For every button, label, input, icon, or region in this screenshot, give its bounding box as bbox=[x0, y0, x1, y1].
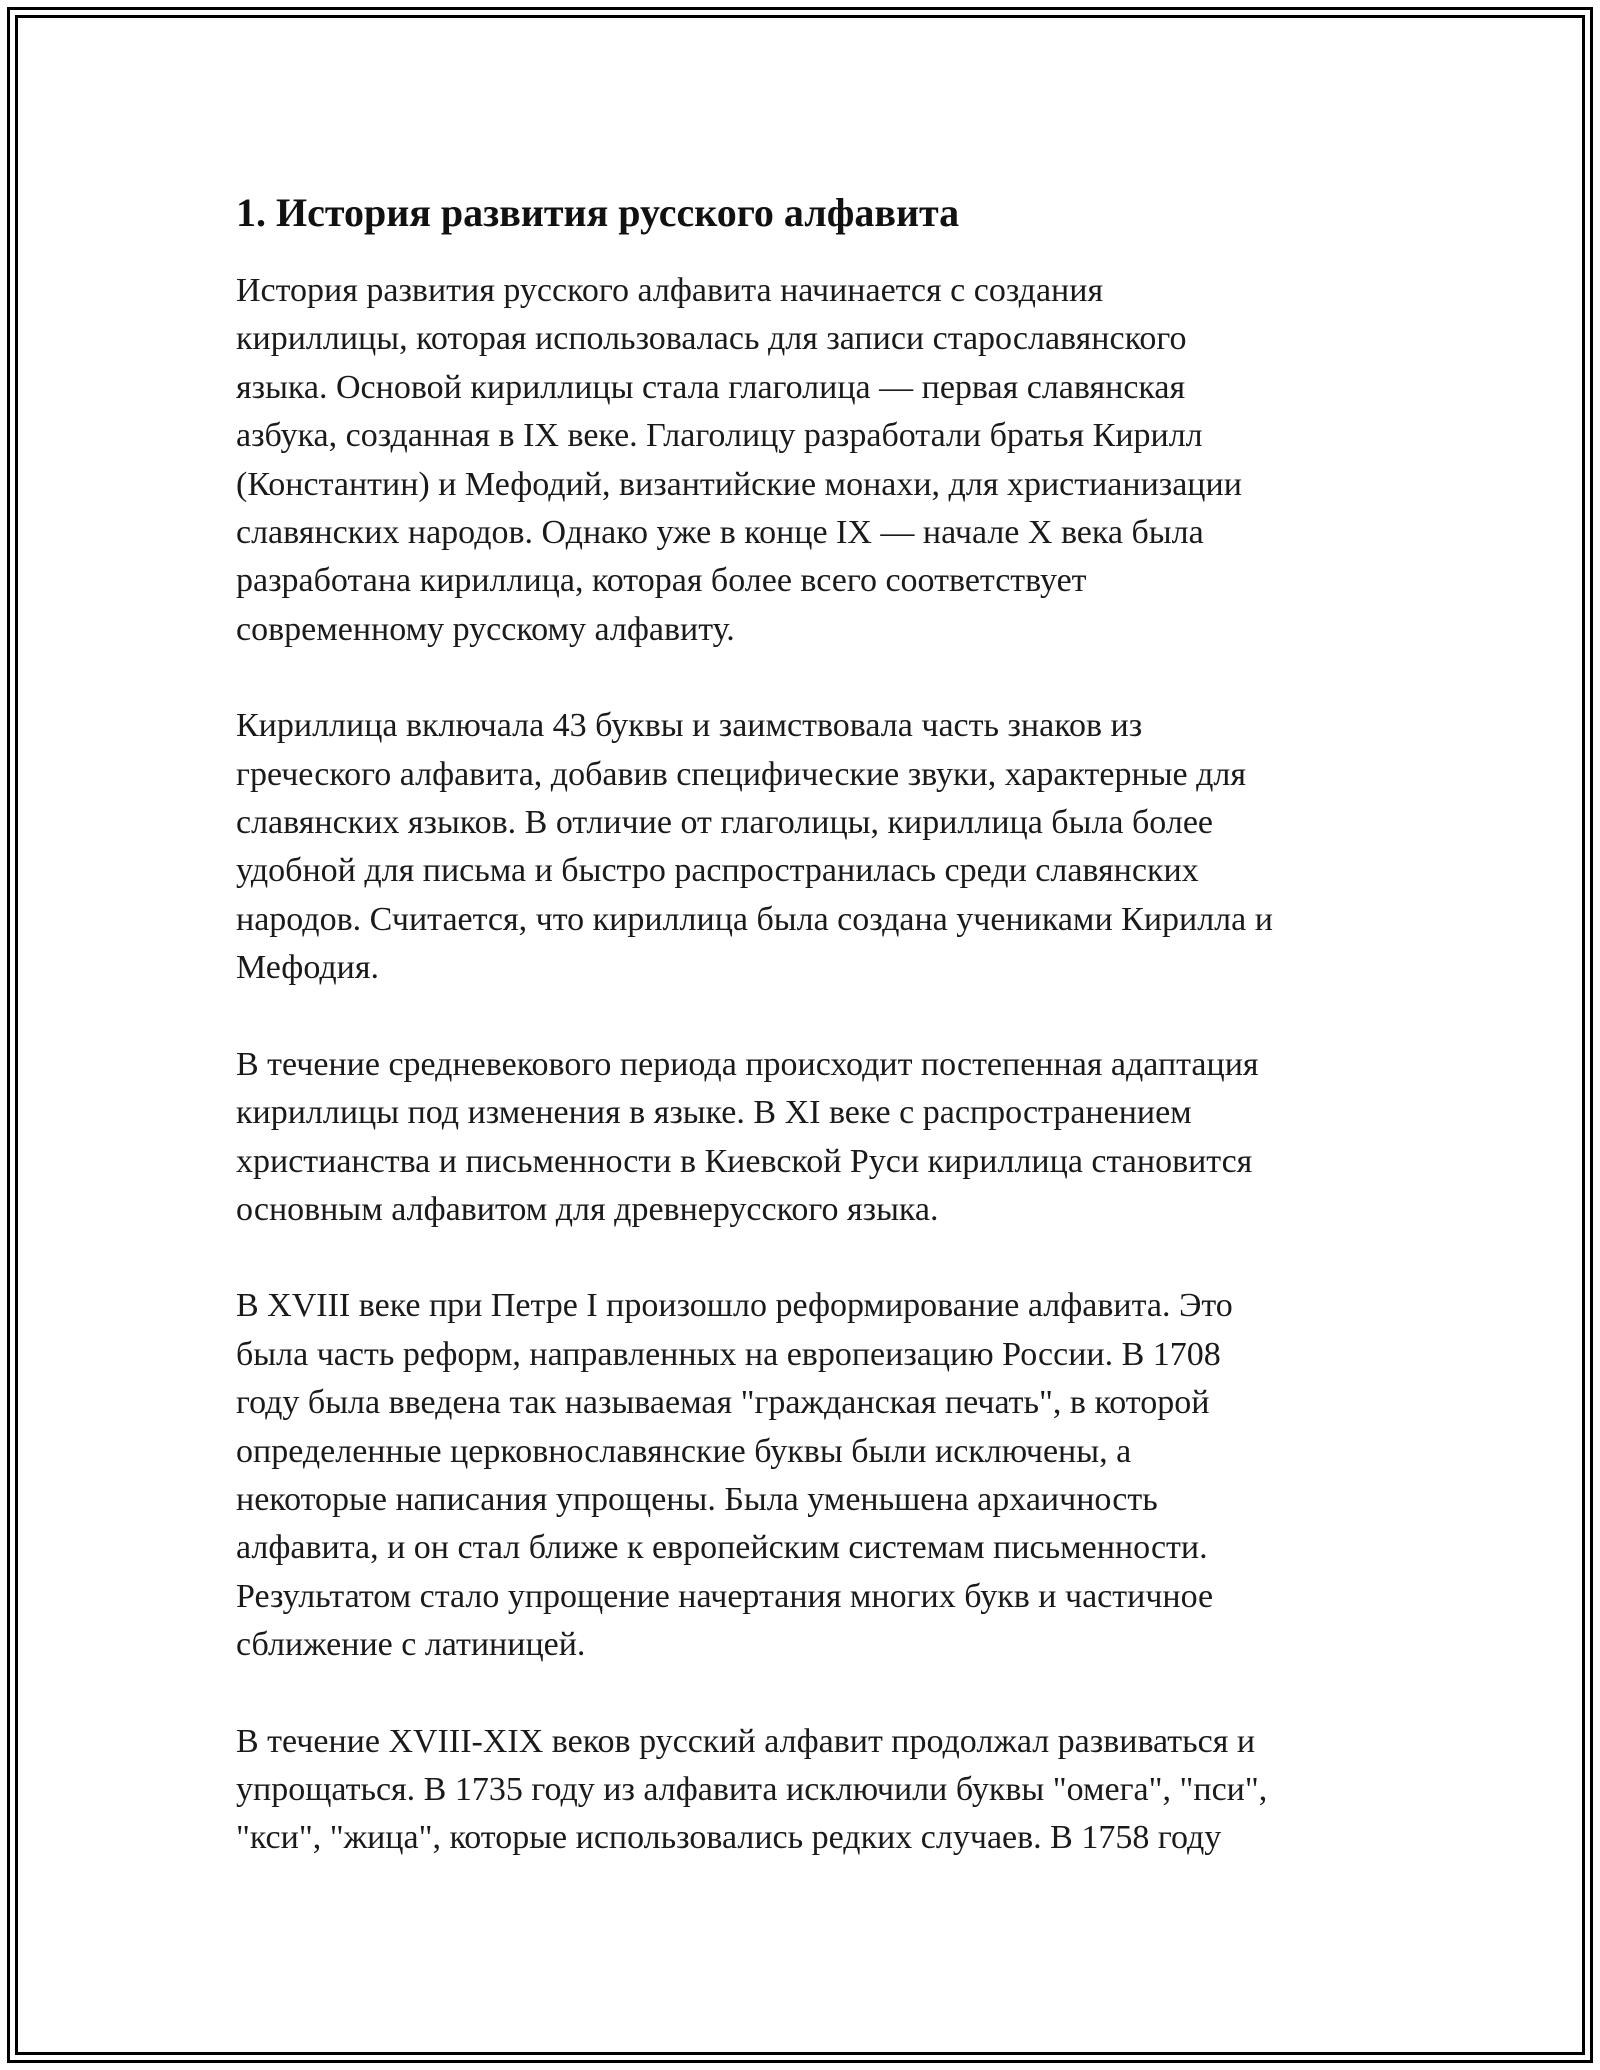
text-line: алфавита, и он стал ближе к европейским системам письменности. bbox=[236, 1529, 1208, 1567]
text-line: Результатом стало упрощение начертания многих букв и частичное bbox=[236, 1577, 1214, 1615]
text-line: сближение с латиницей. bbox=[236, 1626, 586, 1664]
text-line: азбука, созданная в IX веке. Глаголицу разработали братья Кирилл bbox=[236, 417, 1203, 455]
text-line: году была введена так называемая "гражданская печать", в которой bbox=[236, 1384, 1210, 1422]
document-body bbox=[236, 185, 1386, 1863]
text-line: славянских языков. В отличие от глаголицы, кириллица была более bbox=[236, 804, 1214, 842]
text-line: христианства и письменности в Киевской Руси кириллица становится bbox=[236, 1142, 1253, 1180]
text-line: кириллицы под изменения в языке. В XI веке с распространением bbox=[236, 1094, 1192, 1132]
paragraph-18-19-centuries bbox=[236, 1718, 1386, 1863]
text-line: языка. Основой кириллицы стала глаголица — первая славянская bbox=[236, 368, 1186, 406]
text-line: упрощаться. В 1735 году из алфавита исключили буквы "омега", "пси", bbox=[236, 1770, 1268, 1808]
text-line: славянских народов. Однако уже в конце IX — начале X века была bbox=[236, 514, 1204, 552]
text-line: современному русскому алфавиту. bbox=[236, 610, 735, 648]
text-line: В течение XVIII-XIX веков русский алфавит продолжал развиваться и bbox=[236, 1722, 1256, 1760]
text-line: кириллицы, которая использовалась для записи старославянского bbox=[236, 320, 1187, 358]
paragraph-cyrillic-letters bbox=[236, 702, 1386, 992]
text-line: В течение средневекового периода происходит постепенная адаптация bbox=[236, 1045, 1259, 1083]
paragraph-cyrillic-origin bbox=[236, 267, 1386, 654]
text-line: удобной для письма и быстро распространилась среди славянских bbox=[236, 852, 1199, 890]
paragraph-medieval-period bbox=[236, 1041, 1386, 1235]
text-line: была часть реформ, направленных на европеизацию России. В 1708 bbox=[236, 1335, 1221, 1373]
text-line: разработана кириллица, которая более всего соответствует bbox=[236, 562, 1087, 600]
text-line: Кириллица включала 43 буквы и заимствовала часть знаков из bbox=[236, 707, 1143, 745]
text-line: некоторые написания упрощены. Была уменьшена архаичность bbox=[236, 1480, 1158, 1518]
section-heading: 1. История развития русского алфавита bbox=[236, 190, 960, 235]
text-line: основным алфавитом для древнерусского языка. bbox=[236, 1190, 939, 1228]
paragraph-peter-reform bbox=[236, 1282, 1386, 1669]
text-line: греческого алфавита, добавив специфические звуки, характерные для bbox=[236, 755, 1247, 793]
text-line: определенные церковнославянские буквы были исключены, а bbox=[236, 1432, 1132, 1470]
text-line: Мефодия. bbox=[236, 949, 379, 987]
text-line: История развития русского алфавита начинается с создания bbox=[236, 272, 1104, 309]
text-line: "кси", "жица", которые использовались редких случаев. В 1758 году bbox=[236, 1819, 1222, 1857]
text-line: В XVIII веке при Петре I произошло реформирование алфавита. Это bbox=[236, 1287, 1233, 1325]
text-line: (Константин) и Мефодий, византийские монахи, для христианизации bbox=[236, 465, 1242, 503]
text-line: народов. Считается, что кириллица была создана учениками Кирилла и bbox=[236, 900, 1273, 938]
